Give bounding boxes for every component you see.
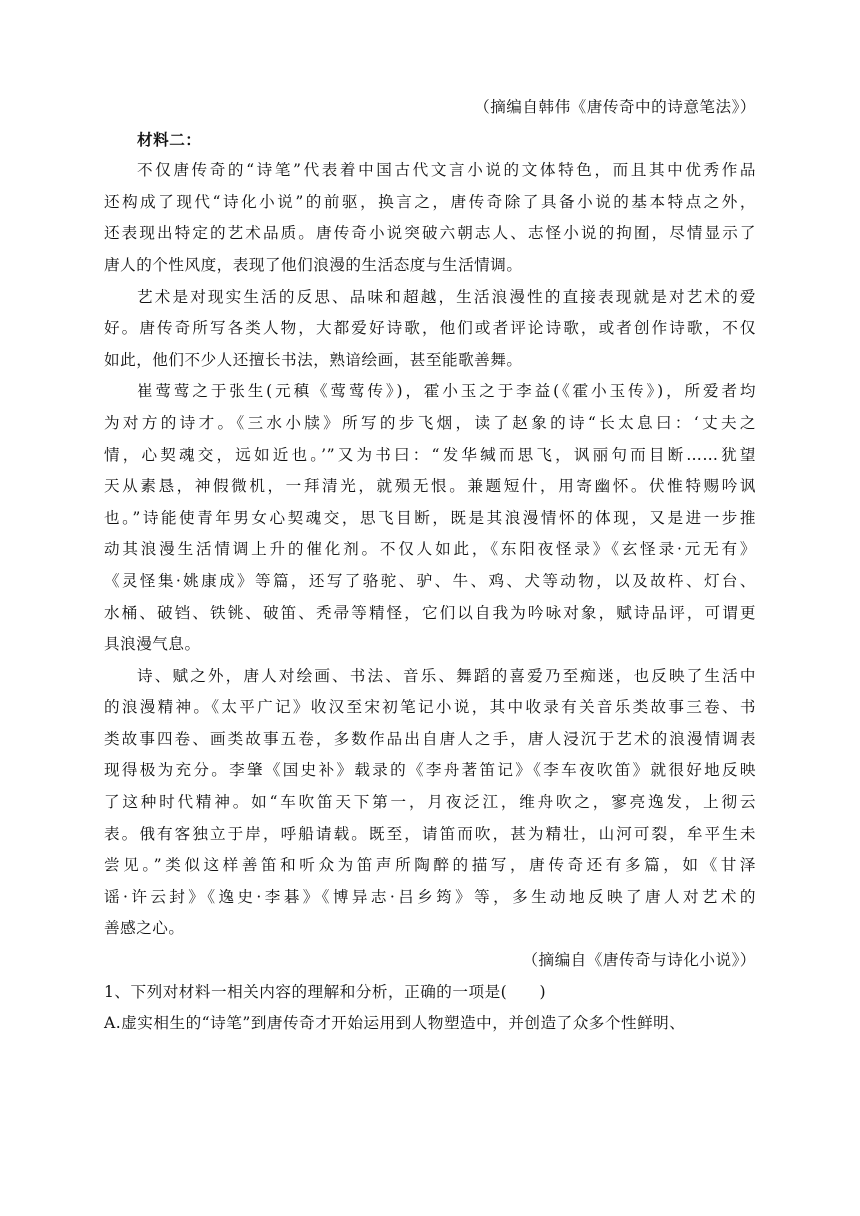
paragraph-line: 尝见。”类似这样善笛和听众为笛声所陶醉的描写，唐传奇还有多篇，如《甘泽 <box>104 856 756 875</box>
paragraph-line: 水桶、破铛、铁铫、破笛、秃帚等精怪，它们以自我为吟咏对象，赋诗品评，可谓更 <box>104 603 756 622</box>
material-2-label: 材料二： <box>137 129 202 149</box>
paragraph-4 <box>104 661 756 945</box>
paragraph-line: 也。”诗能使青年男女心契魂交，思飞目断，既是其浪漫情怀的体现，又是进一步推 <box>104 508 756 527</box>
paragraph-line: 为对方的诗才。《三水小牍》所写的步飞烟，读了赵象的诗“长太息曰：‘丈夫之 <box>104 413 756 432</box>
paragraph-1 <box>104 155 756 281</box>
paragraph-2 <box>104 282 756 377</box>
paragraph-line: 了这种时代精神。如“车吹笛天下第一，月夜泛江，维舟吹之，寥亮逸发，上彻云 <box>104 793 756 812</box>
document-page <box>104 92 756 1040</box>
paragraph-line: 具浪漫气息。 <box>104 635 201 654</box>
paragraph-line: 动其浪漫生活情调上升的催化剂。不仅人如此，《东阳夜怪录》《玄怪录·元无有》 <box>104 540 756 559</box>
paragraph-line: 的浪漫精神。《太平广记》收汉至宋初笔记小说，其中收录有关音乐类故事三卷、书 <box>104 698 756 717</box>
paragraph-line: 情，心契魂交，远如近也。’”又为书曰：“发华缄而思飞，讽丽句而目断……犹望 <box>104 445 756 464</box>
source-citation-2: （摘编自《唐传奇与诗化小说》） <box>522 951 756 970</box>
paragraph-line: 《灵怪集·姚康成》等篇，还写了骆驼、驴、牛、鸡、犬等动物，以及故杵、灯台、 <box>104 571 756 590</box>
option-a: A.虚实相生的“诗笔”到唐传奇才开始运用到人物塑造中，并创造了众多个性鲜明、 <box>104 1014 686 1033</box>
question-1: 1、下列对材料一相关内容的理解和分析，正确的一项是( ) <box>104 982 547 1001</box>
paragraph-line: 类故事四卷、画类故事五卷，多数作品出自唐人之手，唐人浸沉于艺术的浪漫情调表 <box>104 729 756 748</box>
paragraph-line: 表。俄有客独立于岸，呼船请载。既至，请笛而吹，甚为精壮，山河可裂，牟平生未 <box>104 824 756 843</box>
source-citation-1: （摘编自韩伟《唐传奇中的诗意笔法》） <box>474 98 756 116</box>
paragraph-line: 如此，他们不少人还擅长书法，熟谙绘画，甚至能歌善舞。 <box>104 350 523 369</box>
paragraph-line: 善感之心。 <box>104 919 185 938</box>
paragraph-line: 还构成了现代“诗化小说”的前驱，换言之，唐传奇除了具备小说的基本特点之外， <box>104 192 756 211</box>
paragraph-line: 天从素恳，神假微机，一拜清光，就殒无恨。兼题短什，用寄幽怀。伏惟特赐吟讽 <box>104 477 756 496</box>
paragraph-line: 诗、赋之外，唐人对绘画、书法、音乐、舞蹈的喜爱乃至痴迷，也反映了生活中 <box>137 666 756 685</box>
paragraph-line: 好。唐传奇所写各类人物，大都爱好诗歌，他们或者评论诗歌，或者创作诗歌，不仅 <box>104 319 756 338</box>
paragraph-line: 崔莺莺之于张生(元稹《莺莺传》)，霍小玉之于李益(《霍小玉传》)，所爱者均 <box>137 382 756 401</box>
paragraph-line: 谣·许云封》《逸史·李碁》《博异志·吕乡筠》等，多生动地反映了唐人对艺术的 <box>104 887 756 906</box>
paragraph-line: 不仅唐传奇的“诗笔”代表着中国古代文言小说的文体特色，而且其中优秀作品 <box>137 161 756 180</box>
paragraph-line: 现得极为充分。李肇《国史补》载录的《李舟著笛记》《李车夜吹笛》就很好地反映 <box>104 761 756 780</box>
paragraph-line: 唐人的个性风度，表现了他们浪漫的生活态度与生活情调。 <box>104 255 523 274</box>
paragraph-3 <box>104 376 756 660</box>
paragraph-line: 还表现出特定的艺术品质。唐传奇小说突破六朝志人、志怪小说的拘囿，尽情显示了 <box>104 224 756 243</box>
paragraph-line: 艺术是对现实生活的反思、品味和超越，生活浪漫性的直接表现就是对艺术的爱 <box>137 287 756 306</box>
